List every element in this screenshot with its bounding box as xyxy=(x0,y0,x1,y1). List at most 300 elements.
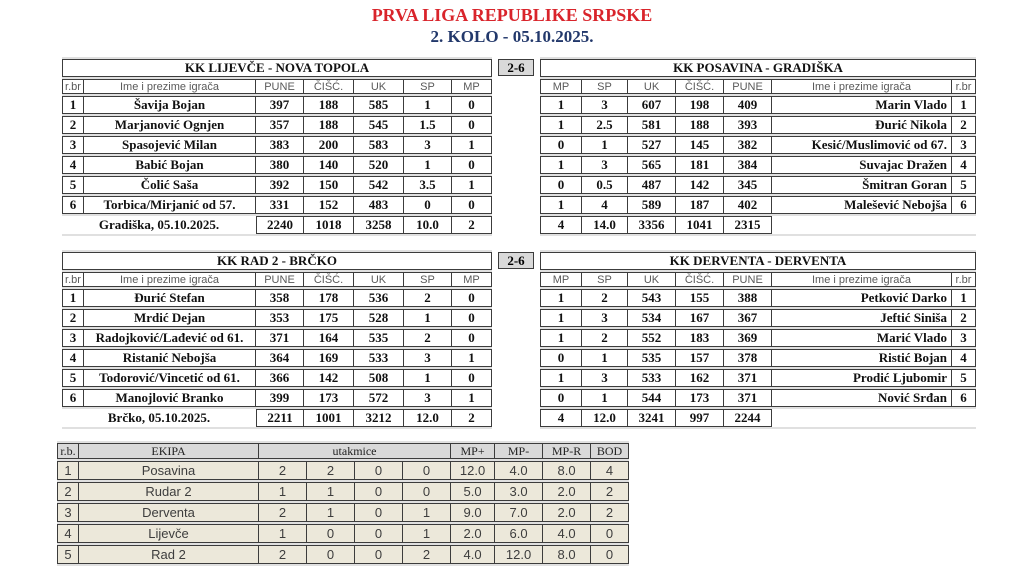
col-header-bod: BOD xyxy=(591,443,629,459)
player-cisc: 152 xyxy=(304,196,354,214)
title-block xyxy=(0,0,1024,47)
player-name: Prodić Ljubomir xyxy=(772,369,952,387)
player-row xyxy=(540,136,976,154)
player-pune: 399 xyxy=(256,389,304,407)
player-pune: 371 xyxy=(724,369,772,387)
home-team-name: KK LIJEVČE - NOVA TOPOLA xyxy=(62,59,492,77)
standings-lost: 0 xyxy=(403,461,451,480)
player-sp: 2.5 xyxy=(582,116,628,134)
player-pune: 366 xyxy=(256,369,304,387)
standings-bod: 0 xyxy=(591,545,629,564)
player-cisc: 188 xyxy=(304,116,354,134)
total-mp: 2 xyxy=(452,216,492,234)
total-mp: 4 xyxy=(540,216,582,234)
col-header-rbr: r.br xyxy=(62,79,84,94)
standings-row xyxy=(57,503,629,522)
player-sp: 1 xyxy=(404,156,452,174)
player-uk: 527 xyxy=(628,136,676,154)
standings-mp-minus: 6.0 xyxy=(495,524,543,543)
total-uk: 3356 xyxy=(628,216,676,234)
col-header-mp: MP xyxy=(540,79,582,94)
player-uk: 572 xyxy=(354,389,404,407)
player-rank: 5 xyxy=(952,176,976,194)
player-pune: 382 xyxy=(724,136,772,154)
standings-table xyxy=(57,441,629,566)
away-team-name: KK POSAVINA - GRADIŠKA xyxy=(540,59,976,77)
standings-bod: 4 xyxy=(591,461,629,480)
player-sp: 4 xyxy=(582,196,628,214)
standings-won: 0 xyxy=(307,545,355,564)
player-rank: 2 xyxy=(62,309,84,327)
standings-lost: 1 xyxy=(403,524,451,543)
player-pune: 380 xyxy=(256,156,304,174)
standings-drawn: 0 xyxy=(355,503,403,522)
player-pune: 357 xyxy=(256,116,304,134)
player-mp: 0 xyxy=(540,176,582,194)
player-cisc: 150 xyxy=(304,176,354,194)
player-uk: 583 xyxy=(354,136,404,154)
player-rank: 5 xyxy=(62,176,84,194)
away-team-name: KK DERVENTA - DERVENTA xyxy=(540,252,976,270)
player-sp: 0 xyxy=(404,196,452,214)
player-row xyxy=(540,156,976,174)
player-pune: 331 xyxy=(256,196,304,214)
player-cisc: 187 xyxy=(676,196,724,214)
team-header-row xyxy=(62,59,492,77)
player-row xyxy=(62,136,492,154)
player-row xyxy=(62,349,492,367)
standings-won: 1 xyxy=(307,503,355,522)
player-rank: 4 xyxy=(952,349,976,367)
player-mp: 0 xyxy=(452,369,492,387)
col-header-sp: SP xyxy=(582,272,628,287)
player-cisc: 173 xyxy=(676,389,724,407)
player-cisc: 145 xyxy=(676,136,724,154)
player-name: Marić Vlado xyxy=(772,329,952,347)
col-header-name: Ime i prezime igrača xyxy=(84,272,256,287)
player-uk: 536 xyxy=(354,289,404,307)
player-name: Todorović/Vincetić od 61. xyxy=(84,369,256,387)
standings-mp-plus: 12.0 xyxy=(451,461,495,480)
player-mp: 1 xyxy=(540,309,582,327)
player-uk: 508 xyxy=(354,369,404,387)
col-header-mp: MP xyxy=(452,272,492,287)
col-header-rbr: r.br xyxy=(952,272,976,287)
player-cisc: 173 xyxy=(304,389,354,407)
col-header-pune: PUNE xyxy=(724,79,772,94)
player-rank: 2 xyxy=(952,309,976,327)
player-mp: 1 xyxy=(540,156,582,174)
player-cisc: 164 xyxy=(304,329,354,347)
player-row xyxy=(540,116,976,134)
league-title: PRVA LIGA REPUBLIKE SRPSKE xyxy=(371,5,653,25)
standings-mp-minus: 7.0 xyxy=(495,503,543,522)
player-sp: 1 xyxy=(582,349,628,367)
col-header-uk: UK xyxy=(354,79,404,94)
col-header-pune: PUNE xyxy=(724,272,772,287)
player-row xyxy=(540,389,976,407)
team-header-row xyxy=(540,252,976,270)
player-sp: 3 xyxy=(404,349,452,367)
standings-row xyxy=(57,524,629,543)
player-row xyxy=(62,176,492,194)
standings-played: 2 xyxy=(259,545,307,564)
player-row xyxy=(62,289,492,307)
player-mp: 0 xyxy=(452,196,492,214)
standings-row xyxy=(57,545,629,564)
standings-drawn: 0 xyxy=(355,461,403,480)
player-rank: 4 xyxy=(62,156,84,174)
player-pune: 364 xyxy=(256,349,304,367)
player-cisc: 155 xyxy=(676,289,724,307)
player-uk: 534 xyxy=(628,309,676,327)
player-mp: 1 xyxy=(452,389,492,407)
player-pune: 392 xyxy=(256,176,304,194)
player-name: Torbica/Mirjanić od 57. xyxy=(84,196,256,214)
player-pune: 383 xyxy=(256,136,304,154)
player-sp: 3 xyxy=(404,136,452,154)
standings-drawn: 0 xyxy=(355,524,403,543)
col-header-cisc: ČIŠĆ. xyxy=(676,272,724,287)
standings-rank: 3 xyxy=(57,503,79,522)
column-header-row xyxy=(540,79,976,94)
player-sp: 1 xyxy=(404,369,452,387)
player-name: Spasojević Milan xyxy=(84,136,256,154)
standings-won: 0 xyxy=(307,524,355,543)
col-header-pune: PUNE xyxy=(256,79,304,94)
player-cisc: 188 xyxy=(304,96,354,114)
total-cisc: 1041 xyxy=(676,216,724,234)
player-name: Đurić Stefan xyxy=(84,289,256,307)
player-name: Malešević Nebojša xyxy=(772,196,952,214)
player-sp: 3.5 xyxy=(404,176,452,194)
player-name: Radojković/Lađević od 61. xyxy=(84,329,256,347)
standings-mp-plus: 5.0 xyxy=(451,482,495,501)
standings-mp-plus: 4.0 xyxy=(451,545,495,564)
player-uk: 585 xyxy=(354,96,404,114)
standings-played: 1 xyxy=(259,482,307,501)
match-2-score: 2-6 xyxy=(498,252,534,269)
standings-team: Lijevče xyxy=(79,524,259,543)
standings-lost: 0 xyxy=(403,482,451,501)
player-sp: 2 xyxy=(582,289,628,307)
player-cisc: 169 xyxy=(304,349,354,367)
player-cisc: 142 xyxy=(304,369,354,387)
player-sp: 3 xyxy=(582,156,628,174)
player-cisc: 167 xyxy=(676,309,724,327)
team-header-row xyxy=(62,252,492,270)
total-uk: 3212 xyxy=(354,409,404,427)
player-rank: 5 xyxy=(952,369,976,387)
col-header-mp-minus: MP- xyxy=(495,443,543,459)
standings-mp-r: 2.0 xyxy=(543,503,591,522)
standings-lost: 2 xyxy=(403,545,451,564)
player-name: Petković Darko xyxy=(772,289,952,307)
col-header-rbr: r.br xyxy=(952,79,976,94)
player-sp: 1 xyxy=(404,309,452,327)
player-row xyxy=(540,289,976,307)
player-pune: 378 xyxy=(724,349,772,367)
standings-rank: 1 xyxy=(57,461,79,480)
player-pune: 397 xyxy=(256,96,304,114)
standings-lost: 1 xyxy=(403,503,451,522)
player-row xyxy=(62,196,492,214)
player-mp: 1 xyxy=(540,196,582,214)
col-header-uk: UK xyxy=(354,272,404,287)
player-name: Marjanović Ognjen xyxy=(84,116,256,134)
player-cisc: 200 xyxy=(304,136,354,154)
player-rank: 1 xyxy=(952,289,976,307)
col-header-sp: SP xyxy=(404,79,452,94)
player-pune: 402 xyxy=(724,196,772,214)
player-mp: 1 xyxy=(540,289,582,307)
player-name: Marin Vlado xyxy=(772,96,952,114)
player-row xyxy=(62,156,492,174)
player-mp: 0 xyxy=(452,309,492,327)
player-row xyxy=(62,309,492,327)
standings-played: 1 xyxy=(259,524,307,543)
total-sp: 12.0 xyxy=(582,409,628,427)
player-rank: 6 xyxy=(62,196,84,214)
player-pune: 384 xyxy=(724,156,772,174)
player-sp: 2 xyxy=(404,289,452,307)
col-header-uk: UK xyxy=(628,79,676,94)
standings-row xyxy=(57,461,629,480)
player-uk: 565 xyxy=(628,156,676,174)
standings-rank: 4 xyxy=(57,524,79,543)
player-uk: 520 xyxy=(354,156,404,174)
standings-bod: 2 xyxy=(591,482,629,501)
total-row xyxy=(540,216,976,234)
standings-mp-r: 8.0 xyxy=(543,461,591,480)
standings-bod: 2 xyxy=(591,503,629,522)
player-name: Suvajac Dražen xyxy=(772,156,952,174)
player-row xyxy=(540,196,976,214)
player-name: Šmitran Goran xyxy=(772,176,952,194)
player-pune: 369 xyxy=(724,329,772,347)
total-spacer xyxy=(772,409,976,427)
player-name: Mrdić Dejan xyxy=(84,309,256,327)
match-1-score: 2-6 xyxy=(498,59,534,76)
standings-won: 1 xyxy=(307,482,355,501)
total-sp: 12.0 xyxy=(404,409,452,427)
standings-drawn: 0 xyxy=(355,545,403,564)
match-1 xyxy=(0,57,1024,236)
player-name: Đurić Nikola xyxy=(772,116,952,134)
player-cisc: 188 xyxy=(676,116,724,134)
player-rank: 2 xyxy=(62,116,84,134)
player-sp: 3 xyxy=(582,369,628,387)
player-name: Čolić Saša xyxy=(84,176,256,194)
player-mp: 0 xyxy=(452,116,492,134)
player-cisc: 142 xyxy=(676,176,724,194)
player-pune: 353 xyxy=(256,309,304,327)
match-2 xyxy=(0,250,1024,429)
player-sp: 3 xyxy=(582,96,628,114)
player-uk: 487 xyxy=(628,176,676,194)
player-rank: 1 xyxy=(952,96,976,114)
player-pune: 388 xyxy=(724,289,772,307)
player-name: Manojlović Branko xyxy=(84,389,256,407)
standings-team: Derventa xyxy=(79,503,259,522)
player-uk: 552 xyxy=(628,329,676,347)
player-sp: 1 xyxy=(582,389,628,407)
column-header-row xyxy=(62,272,492,287)
total-uk: 3258 xyxy=(354,216,404,234)
home-team-name: KK RAD 2 - BRČKO xyxy=(62,252,492,270)
player-row xyxy=(62,116,492,134)
total-cisc: 1018 xyxy=(304,216,354,234)
player-rank: 3 xyxy=(952,136,976,154)
player-mp: 1 xyxy=(540,369,582,387)
col-header-ekipa: EKIPA xyxy=(79,443,259,459)
player-sp: 1.5 xyxy=(404,116,452,134)
player-rank: 3 xyxy=(62,329,84,347)
player-mp: 0 xyxy=(452,289,492,307)
player-uk: 533 xyxy=(354,349,404,367)
player-rank: 4 xyxy=(62,349,84,367)
total-pune: 2244 xyxy=(724,409,772,427)
col-header-mp-r: MP-R xyxy=(543,443,591,459)
standings-bod: 0 xyxy=(591,524,629,543)
player-rank: 5 xyxy=(62,369,84,387)
player-uk: 542 xyxy=(354,176,404,194)
col-header-name: Ime i prezime igrača xyxy=(772,79,952,94)
player-name: Ristić Bojan xyxy=(772,349,952,367)
col-header-name: Ime i prezime igrača xyxy=(772,272,952,287)
player-cisc: 140 xyxy=(304,156,354,174)
player-rank: 2 xyxy=(952,116,976,134)
match-2-away-table xyxy=(540,250,976,429)
player-mp: 0 xyxy=(540,389,582,407)
player-uk: 535 xyxy=(628,349,676,367)
player-name: Babić Bojan xyxy=(84,156,256,174)
total-cisc: 1001 xyxy=(304,409,354,427)
standings-section xyxy=(0,441,1024,566)
player-pune: 345 xyxy=(724,176,772,194)
standings-won: 2 xyxy=(307,461,355,480)
player-uk: 589 xyxy=(628,196,676,214)
col-header-rb: r.b. xyxy=(57,443,79,459)
total-label: Gradiška, 05.10.2025. xyxy=(62,216,256,234)
player-uk: 483 xyxy=(354,196,404,214)
player-cisc: 183 xyxy=(676,329,724,347)
player-rank: 4 xyxy=(952,156,976,174)
standings-played: 2 xyxy=(259,503,307,522)
standings-mp-r: 4.0 xyxy=(543,524,591,543)
player-mp: 1 xyxy=(452,349,492,367)
player-pune: 371 xyxy=(256,329,304,347)
match-1-away-table xyxy=(540,57,976,236)
total-sp: 10.0 xyxy=(404,216,452,234)
standings-played: 2 xyxy=(259,461,307,480)
total-pune: 2211 xyxy=(256,409,304,427)
standings-rank: 2 xyxy=(57,482,79,501)
player-row xyxy=(62,96,492,114)
player-mp: 0 xyxy=(452,329,492,347)
player-name: Ristanić Nebojša xyxy=(84,349,256,367)
player-rank: 6 xyxy=(62,389,84,407)
col-header-mp: MP xyxy=(540,272,582,287)
col-header-name: Ime i prezime igrača xyxy=(84,79,256,94)
player-row xyxy=(62,329,492,347)
player-row xyxy=(62,389,492,407)
player-sp: 2 xyxy=(582,329,628,347)
player-mp: 0 xyxy=(540,349,582,367)
total-row xyxy=(62,216,492,234)
player-cisc: 175 xyxy=(304,309,354,327)
standings-team: Rad 2 xyxy=(79,545,259,564)
total-uk: 3241 xyxy=(628,409,676,427)
total-mp: 2 xyxy=(452,409,492,427)
player-mp: 1 xyxy=(452,136,492,154)
player-rank: 1 xyxy=(62,289,84,307)
player-uk: 581 xyxy=(628,116,676,134)
standings-mp-minus: 3.0 xyxy=(495,482,543,501)
player-cisc: 157 xyxy=(676,349,724,367)
standings-mp-minus: 12.0 xyxy=(495,545,543,564)
col-header-mp: MP xyxy=(452,79,492,94)
player-row xyxy=(540,329,976,347)
total-cisc: 997 xyxy=(676,409,724,427)
col-header-cisc: ČIŠĆ. xyxy=(676,79,724,94)
standings-team: Rudar 2 xyxy=(79,482,259,501)
standings-rank: 5 xyxy=(57,545,79,564)
player-sp: 2 xyxy=(404,329,452,347)
total-row xyxy=(540,409,976,427)
player-uk: 535 xyxy=(354,329,404,347)
standings-mp-minus: 4.0 xyxy=(495,461,543,480)
player-row xyxy=(540,96,976,114)
player-pune: 367 xyxy=(724,309,772,327)
player-sp: 0.5 xyxy=(582,176,628,194)
player-cisc: 181 xyxy=(676,156,724,174)
player-mp: 1 xyxy=(540,329,582,347)
standings-mp-r: 2.0 xyxy=(543,482,591,501)
player-cisc: 162 xyxy=(676,369,724,387)
player-uk: 543 xyxy=(628,289,676,307)
player-cisc: 178 xyxy=(304,289,354,307)
player-mp: 1 xyxy=(452,176,492,194)
player-row xyxy=(540,309,976,327)
col-header-mp-plus: MP+ xyxy=(451,443,495,459)
player-name: Šavija Bojan xyxy=(84,96,256,114)
player-uk: 607 xyxy=(628,96,676,114)
player-name: Kesić/Muslimović od 67. xyxy=(772,136,952,154)
standings-mp-plus: 9.0 xyxy=(451,503,495,522)
player-mp: 0 xyxy=(540,136,582,154)
total-pune: 2315 xyxy=(724,216,772,234)
player-rank: 3 xyxy=(952,329,976,347)
player-row xyxy=(540,176,976,194)
player-rank: 6 xyxy=(952,196,976,214)
player-pune: 358 xyxy=(256,289,304,307)
player-uk: 545 xyxy=(354,116,404,134)
player-mp: 0 xyxy=(452,96,492,114)
match-2-home-table xyxy=(62,250,492,429)
standings-row xyxy=(57,482,629,501)
total-sp: 14.0 xyxy=(582,216,628,234)
col-header-pune: PUNE xyxy=(256,272,304,287)
standings-team: Posavina xyxy=(79,461,259,480)
standings-mp-plus: 2.0 xyxy=(451,524,495,543)
col-header-sp: SP xyxy=(582,79,628,94)
player-name: Jeftić Siniša xyxy=(772,309,952,327)
player-uk: 528 xyxy=(354,309,404,327)
player-uk: 544 xyxy=(628,389,676,407)
player-sp: 1 xyxy=(582,136,628,154)
player-rank: 3 xyxy=(62,136,84,154)
